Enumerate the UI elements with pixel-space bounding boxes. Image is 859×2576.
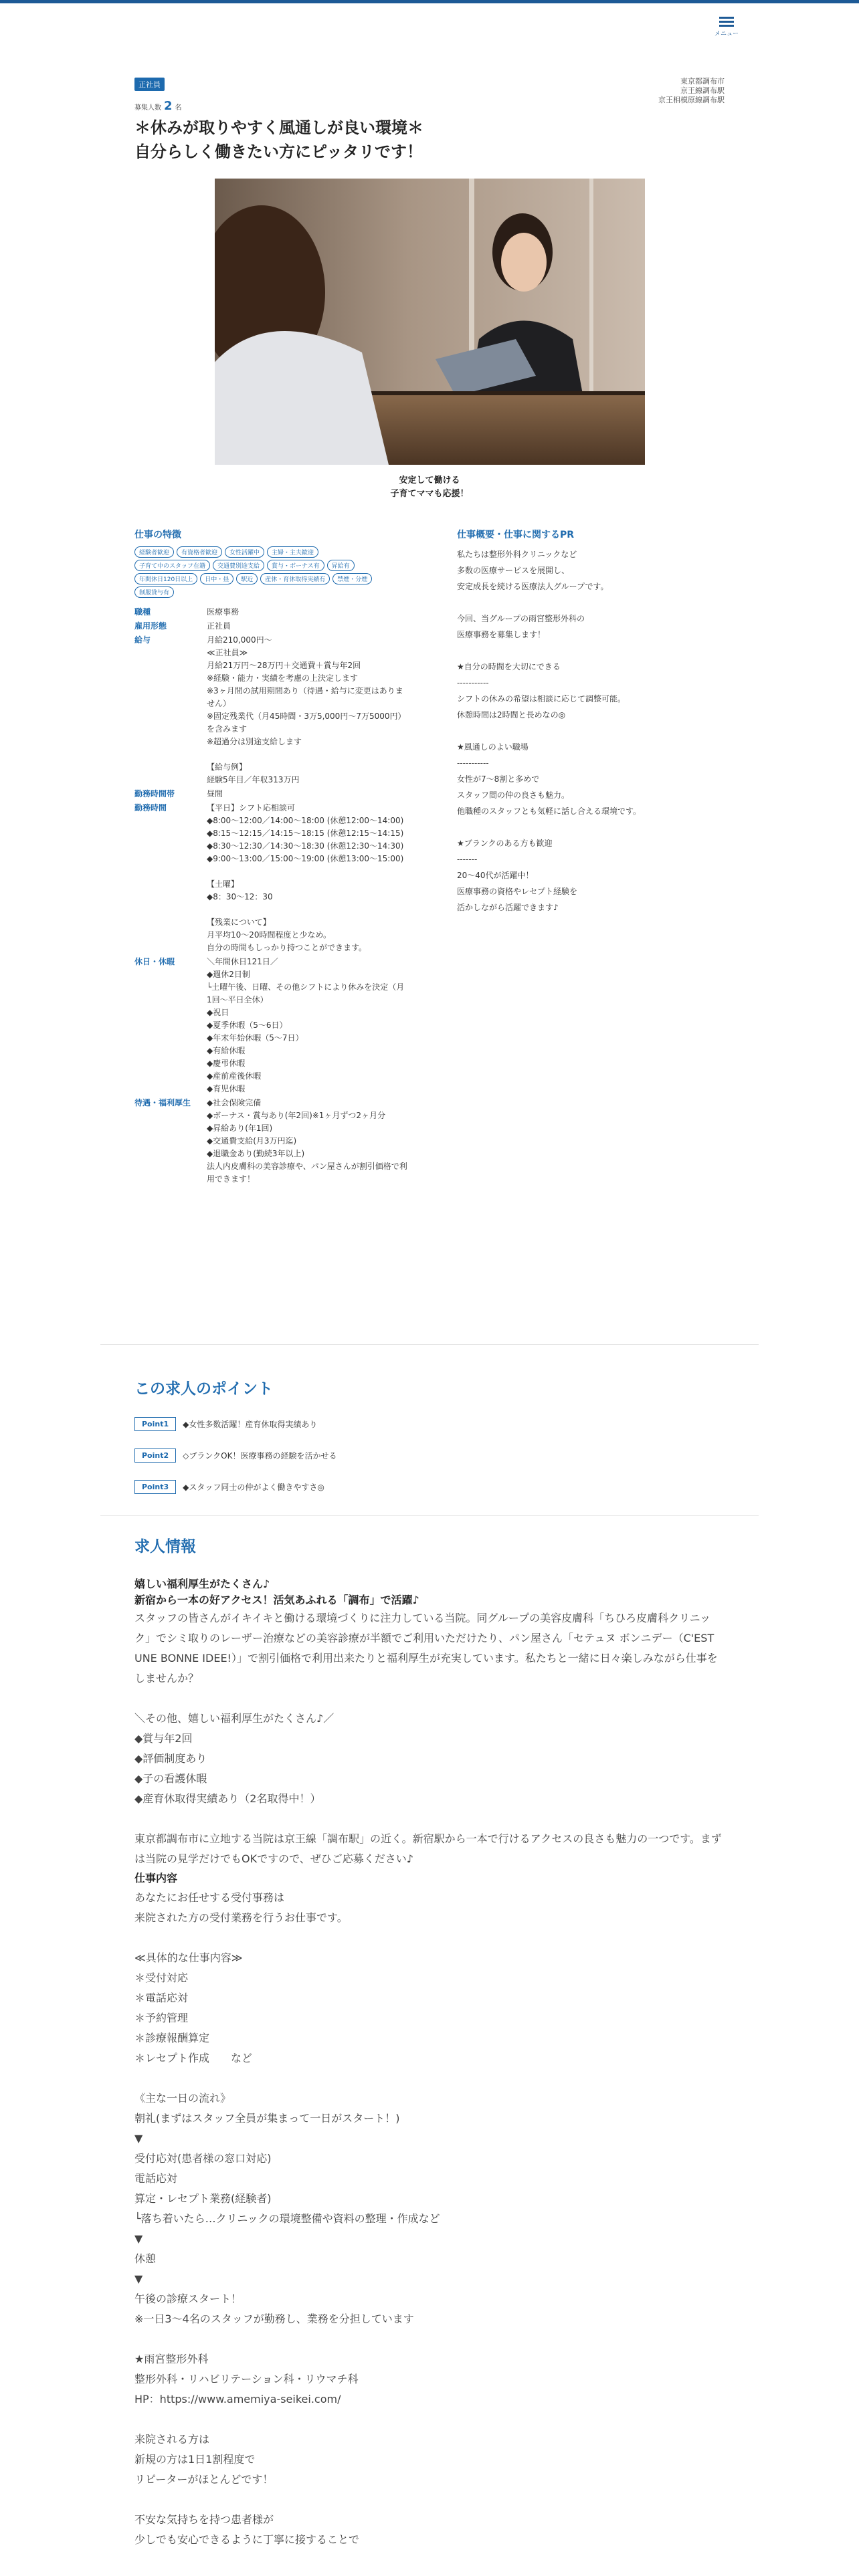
point-badge: Point2 bbox=[134, 1448, 176, 1463]
condition-row bbox=[134, 802, 415, 954]
location-station: 京王線調布駅 bbox=[680, 86, 725, 95]
photo-caption bbox=[134, 474, 725, 501]
hero-photo bbox=[215, 179, 645, 465]
condition-row bbox=[134, 606, 415, 619]
point-text: ◆スタッフ同士の仲がよく働きやすさ◎ bbox=[183, 1483, 324, 1492]
condition-value: 【平日】シフト応相談可 ◆8:00～12:00／14:00～18:00 (休憩12:00～14:00) ◆8:15～12:15／14:15～18:15 (休憩12:15～14:15) ◆8:30～12:30／14:30～18:30 (休憩12:30～14:30) ◆9:00～13:00／15:00～19:00 (休憩13:00～15:00) 【土曜】 ◆8：30～12：30 【残業について】 月平均10～20時間程度と少なめ。 自分の時間もしっかり持つことができます。 bbox=[207, 803, 404, 952]
recruit-label: 募集人数 bbox=[134, 104, 161, 112]
condition-value: ◆社会保険完備 ◆ボーナス・賞与あり(年2回)※1ヶ月ずつ2ヶ月分 ◆昇給あり(年1回) ◆交通費支給(月3万円迄) ◆退職金あり(勤続3年以上) 法人内皮膚科の美容診療や、パン屋さんが割引価格で利用できます！ bbox=[207, 1098, 407, 1184]
point-item bbox=[134, 1417, 725, 1431]
condition-label: 待遇・福利厚生 bbox=[134, 1098, 191, 1107]
feature-tag: 交通費別途支給 bbox=[213, 560, 264, 571]
condition-row bbox=[134, 1097, 415, 1186]
feature-tag: 子育て中のスタッフ在籍 bbox=[134, 560, 210, 571]
condition-value: 月給210,000円～ ≪正社員≫ 月給21万円～28万円＋交通費＋賞与年2回 ※経験・能力・実績を考慮の上決定します ※3ヶ月間の試用期間あり（待遇・給与に変更はありません） ※固定残業代（月45時間・3万5,000円～7万5000円）を含みます ※超過分は別途支給します 【給与例】 経験5年目／年収313万円 bbox=[207, 635, 406, 784]
condition-value: 医療事務 bbox=[207, 607, 240, 617]
hamburger-icon-bar bbox=[719, 25, 734, 27]
feature-tag: 女性活躍中 bbox=[225, 546, 264, 558]
job-overview bbox=[134, 528, 725, 1364]
hamburger-icon-bar bbox=[719, 21, 734, 23]
recruit-number: 2 bbox=[164, 99, 173, 113]
job-conditions bbox=[134, 606, 415, 1186]
condition-row bbox=[134, 788, 415, 800]
condition-row bbox=[134, 956, 415, 1095]
features-column bbox=[134, 528, 415, 1187]
condition-value: ＼年間休日121日／ ◆週休2日制 └土曜午後、日曜、その他シフトにより休みを決定（月1回～平日全休） ◆祝日 ◆夏季休暇（5～6日） ◆年末年始休暇（5～7日） ◆有給休暇 ◆慶弔休暇 ◆産前産後休暇 ◆育児休暇 bbox=[207, 957, 405, 1093]
point-badge: Point3 bbox=[134, 1480, 176, 1494]
job-title-line1: ＊休みが取りやすく風通しが良い環境＊ bbox=[134, 118, 423, 137]
job-detail bbox=[134, 77, 725, 1364]
feature-tag: 賞与・ボーナス有 bbox=[267, 560, 324, 571]
point-item bbox=[134, 1448, 725, 1463]
condition-label: 雇用形態 bbox=[134, 621, 167, 631]
feature-tag: 産休・育休取得実績有 bbox=[260, 573, 330, 584]
menu-label: メニュー bbox=[714, 31, 739, 37]
menu-button[interactable] bbox=[710, 15, 743, 41]
job-title-line2: 自分らしく働きたい方にピッタリです！ bbox=[134, 142, 423, 161]
info-lead: 嬉しい福利厚生がたくさん♪ 新宿から一本の好アクセス！活気あふれる「調布」で活躍♪ bbox=[134, 1578, 419, 1606]
feature-tag: 主婦・主夫歓迎 bbox=[267, 546, 318, 558]
employment-badge: 正社員 bbox=[134, 78, 165, 91]
feature-tag: 制服貸与有 bbox=[134, 586, 174, 598]
feature-tag: 駅近 bbox=[236, 573, 258, 584]
point-badge: Point1 bbox=[134, 1417, 176, 1431]
info-section bbox=[134, 1534, 725, 2550]
recruit-unit: 名 bbox=[175, 104, 182, 112]
feature-tag: 有資格者歓迎 bbox=[177, 546, 222, 558]
top-accent-bar bbox=[0, 0, 859, 3]
condition-value: 昼間 bbox=[207, 789, 223, 798]
work-content-body: あなたにお任せする受付事務は 来院された方の受付業務を行うお仕事です。 ≪具体的な仕事内容≫ ＊受付対応 ＊電話応対 ＊予約管理 ＊診療報酬算定 ＊レセプト作成 など 《主な一日の流れ》 朝礼(まずはスタッフ全員が集まって一日がスタート！) ▼ 受付応対(患者様の窓口対応) 電話応対 算定・レセプト業務(経験者) └落ち着いたら…クリニックの環境整備や資料の整理・作成など ▼ 休憩 ▼ 午後の診療スタート！ ※一日3～4名のスタッフが勤務し、業務を分担しています ★雨宮整形外科 整形外科・リハビリテーション科・リウマチ科 HP：https://www.amemiya-seikei.com/ 来院される方は 新規の方は1日1割程度で リピーターがほとんどです！ 不安な気持ちを持つ患者様が 少しでも安心できるように丁寧に接することで bbox=[134, 1891, 440, 2546]
point-text: ◇ブランクOK！医療事務の経験を活かせる bbox=[183, 1451, 337, 1461]
points-section bbox=[134, 1376, 725, 1511]
features-title: 仕事の特徴 bbox=[134, 530, 181, 540]
work-content-title: 仕事内容 bbox=[134, 1872, 178, 1885]
caption-line1: 安定して働ける bbox=[399, 475, 460, 486]
condition-label: 勤務時間帯 bbox=[134, 789, 175, 798]
pr-column bbox=[457, 528, 725, 916]
location-list bbox=[591, 77, 725, 105]
info-body: スタッフの皆さんがイキイキと働ける環境づくりに注力している当院。同グループの美容皮膚科「ちひろ皮膚科クリニック」でシミ取りのレーザー治療などの美容診療が半額でご利用いただけたり、パン屋さん「セテュヌ ボンニデー（C'EST UNE BONNE IDEE!）」で割引価格で利用出来たりと福利厚生が充実しています。私たちと一緒に日々楽しみながら仕事をしませんか？ ＼その他、嬉しい福利厚生がたくさん♪／ ◆賞与年2回 ◆評価制度あり ◆子の看護休暇 ◆産育休取得実績あり（2名取得中！） 東京都調布市に立地する当院は京王線「調布駅」の近く。新宿駅から一本で行けるアクセスの良さも魅力の一つです。まずは当院の見学だけでもOKですので、ぜひご応募ください♪ bbox=[134, 1612, 722, 1865]
feature-tags bbox=[134, 546, 389, 598]
caption-line2: 子育てママも応援！ bbox=[390, 489, 469, 499]
feature-tag: 日中・昼 bbox=[200, 573, 233, 584]
condition-label: 休日・休暇 bbox=[134, 957, 175, 966]
condition-value: 正社員 bbox=[207, 621, 231, 631]
info-title: 求人情報 bbox=[134, 1538, 196, 1555]
section-divider bbox=[100, 1344, 759, 1345]
condition-row bbox=[134, 634, 415, 786]
pr-text: 私たちは整形外科クリニックなど 多数の医療サービスを展開し、 安定成長を続ける医療法人グループです。 今回、当グループの雨宮整形外科の 医療事務を募集します！ ★自分の時間を大切にできる ----------- シフトの休みの希望は相談に応じて調整可能。 休憩時間は2時間と長めなの◎ ★風通しのよい職場 ----------- 女性が7～8割と多めで スタッフ間の仲の良さも魅力。 他職種のスタッフとも気軽に話し合える環境です。 ★ブランクのある方も歓迎 ------- 20～40代が活躍中！ 医療事務の資格やレセプト経験を 活かしながら活躍できます♪ bbox=[457, 550, 642, 912]
condition-label: 職種 bbox=[134, 607, 151, 617]
feature-tag: 年間休日120日以上 bbox=[134, 573, 197, 584]
points-list bbox=[134, 1417, 725, 1494]
hamburger-icon bbox=[719, 17, 734, 19]
feature-tag: 禁煙・分煙 bbox=[332, 573, 372, 584]
condition-label: 勤務時間 bbox=[134, 803, 167, 813]
pr-title: 仕事概要・仕事に関するPR bbox=[457, 530, 575, 540]
points-title: この求人のポイント bbox=[134, 1380, 273, 1398]
condition-row bbox=[134, 620, 415, 633]
feature-tag: 昇給有 bbox=[327, 560, 355, 571]
condition-label: 給与 bbox=[134, 635, 151, 645]
point-text: ◆女性多数活躍！産育休取得実績あり bbox=[183, 1420, 318, 1429]
section-divider bbox=[100, 1515, 759, 1516]
location-station: 京王相模原線調布駅 bbox=[658, 96, 725, 104]
location-city: 東京都調布市 bbox=[680, 77, 725, 86]
point-item bbox=[134, 1480, 725, 1494]
feature-tag: 経験者歓迎 bbox=[134, 546, 174, 558]
job-title bbox=[134, 116, 725, 164]
